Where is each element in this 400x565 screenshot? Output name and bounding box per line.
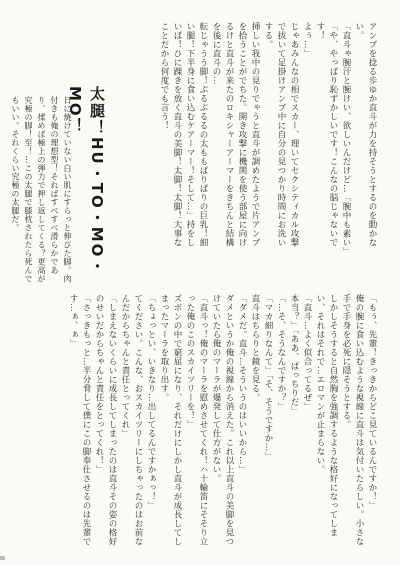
- paragraph: 「直斗っ！俺のマーラを慰めさせてくれ！ハ十輪笛にそそり立った俺のこのスカイツリーを！」: [185, 294, 208, 546]
- paragraph: しかしそうすると自然胸を強調するような格好になってしまい、それはそれで…エロマンが止まらない。: [315, 294, 338, 537]
- paragraph: 「や、やっぱり恥ずかしいです！こんなの脳じゃないです！: [315, 22, 338, 247]
- paragraph: よぅ…」: [302, 22, 312, 58]
- paragraph: 「さっきもっと…半分脅して僕にこの脚奉仕させるのは先輩です…ぁ、ぁ」: [68, 294, 91, 546]
- section-heading: 太腿！HU・TO・MO・MO！: [66, 86, 106, 276]
- page-edge-mark: [0, 556, 5, 560]
- paragraph: 挿しい我中の見りでゃうと直斗が調めたようで片アンブを拾うことがでちた。開き攻撃に機関を使う部屋に向けるけと直斗が来たのロキシャーアーマーをきちんと結構を後に直斗の…: [211, 22, 260, 247]
- paragraph: 「しまえないくらいに成長してしまったのは直斗その姿の格好のせいだからちゃんと責任をとってくれ！」: [94, 294, 117, 546]
- paragraph: 俺の腕に食い込むような視線に直斗は気付いたらしい。小さな手で手身を必死に隠そうとする。: [341, 294, 364, 546]
- paragraph: 「…そ、そうなんですか？」: [276, 294, 286, 411]
- paragraph: 「マカ細りなんて」「そ、そうですか…」: [263, 294, 273, 461]
- paragraph: 「ダメだ。直斗…そういうのはいいから…」: [237, 294, 247, 474]
- paragraph: ダメというか俺の視線から消えた。これ以上直斗の美脚を見つけていたら俺のマーラが爆発して仕方がない。: [211, 294, 234, 546]
- lower-text-block: [48, 294, 378, 546]
- upper-text-block: [120, 22, 378, 254]
- paragraph: 「ちょっとい、いきなり…出してるんですかぁっ！」: [146, 294, 156, 510]
- paragraph: 本当？」「ああ、ばっちりだ」: [289, 294, 299, 416]
- paragraph: じゃあみんなの相でスカー、理いてセクシティカル攻撃で拔いて足掛けアンブ中に自分の見つかり時間にお洗いする。: [263, 22, 299, 247]
- paragraph: 「直斗…よく似合ってるぜ」: [302, 294, 312, 411]
- paragraph: ズボンの中で窮屈になり、それだけにしかし直斗が成長してしまったマーラを取り出す。: [159, 294, 182, 546]
- paragraph: 直斗はちらりと鏡を見る。: [250, 294, 260, 402]
- paragraph: 転じゃうう脚！ぷるぷるるの太ももぱりぱりの巨乳！細い腿！下半身に食い込むケアーマー！そして…」持をしいば！ひに踝きを放く直斗の美脚！太脚！太脚！大事なことだから何度でも言う！: [159, 22, 208, 247]
- paragraph: てください。こんな、おスカイツリーにしちゃったのはお前なんだからちゃんと責任とってくれ」: [120, 294, 143, 546]
- heading-intro-text: 日に焼けていない白い肌にすらっと伸びた脚。肉付きも俺の理想型！そればすべすべ滑らかであり、揉めば極上の弾力で押し返してくる？更高が究極の脚！至！…この太腿で膝枕されたら死んでもいい。それくらい究極の太腿だ。: [11, 96, 72, 283]
- paragraph: アンブを捻る歩ゆか直斗が力を持そうとするのを動かない。: [354, 22, 377, 247]
- paragraph: 「直斗ゃ腕汗と腕けい、欲しいんだけど…「腕中も素い」: [341, 22, 351, 256]
- paragraph: 「もぅ、先輩！きっきからどこ見ているんですか！」: [367, 294, 377, 510]
